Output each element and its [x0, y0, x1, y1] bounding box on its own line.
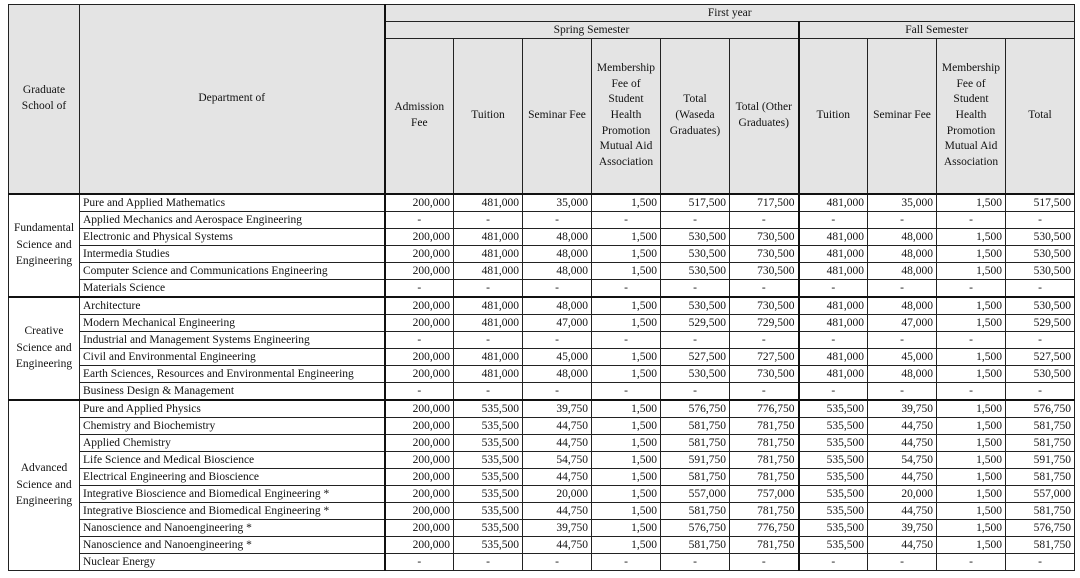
graduate-school-header: Graduate School of — [9, 5, 80, 194]
department-cell: Nanoscience and Nanoengineering * — [80, 519, 385, 536]
department-cell: Life Science and Medical Bioscience — [80, 451, 385, 468]
fee-value-cell: 581,750 — [661, 468, 730, 485]
fee-value-cell: 1,500 — [937, 314, 1006, 331]
fee-value-cell: 1,500 — [937, 400, 1006, 418]
fee-value-cell: 48,000 — [868, 245, 937, 262]
fee-value-cell: 481,000 — [454, 194, 523, 212]
fee-value-cell: 35,000 — [523, 194, 592, 212]
fee-value-cell: 200,000 — [385, 468, 454, 485]
table-row — [9, 553, 1075, 570]
fee-value-cell: 47,000 — [868, 314, 937, 331]
fee-value-cell: - — [868, 382, 937, 400]
fee-value-cell: 1,500 — [937, 485, 1006, 502]
fee-value-cell: 200,000 — [385, 262, 454, 279]
fall-seminar-fee-header: Seminar Fee — [868, 39, 937, 194]
fee-value-cell: - — [523, 211, 592, 228]
fee-value-cell: 530,500 — [1006, 297, 1075, 315]
fee-value-cell: 730,500 — [730, 228, 799, 245]
fee-value-cell: 535,500 — [799, 400, 868, 418]
department-cell: Materials Science — [80, 279, 385, 297]
fee-value-cell: 54,750 — [868, 451, 937, 468]
department-cell: Earth Sciences, Resources and Environmental Engineering — [80, 365, 385, 382]
fee-value-cell: 1,500 — [592, 262, 661, 279]
fall-total-header: Total — [1006, 39, 1075, 194]
fee-value-cell: 200,000 — [385, 365, 454, 382]
fee-value-cell: 200,000 — [385, 502, 454, 519]
fee-value-cell: 44,750 — [868, 536, 937, 553]
table-row — [9, 348, 1075, 365]
fee-value-cell: 535,500 — [454, 434, 523, 451]
department-cell: Applied Mechanics and Aerospace Engineering — [80, 211, 385, 228]
fee-value-cell: 581,750 — [661, 434, 730, 451]
fee-value-cell: - — [592, 331, 661, 348]
fee-value-cell: - — [385, 382, 454, 400]
department-cell: Electrical Engineering and Bioscience — [80, 468, 385, 485]
fee-value-cell: 530,500 — [1006, 245, 1075, 262]
table-row — [9, 365, 1075, 382]
fee-value-cell: 591,750 — [1006, 451, 1075, 468]
tuition-fee-table — [8, 4, 1075, 571]
table-row — [9, 417, 1075, 434]
table-row — [9, 382, 1075, 400]
fee-value-cell: 20,000 — [523, 485, 592, 502]
fee-value-cell: - — [937, 382, 1006, 400]
fee-value-cell: 517,500 — [661, 194, 730, 212]
table-row — [9, 502, 1075, 519]
fee-value-cell: 535,500 — [454, 468, 523, 485]
fee-value-cell: 1,500 — [937, 502, 1006, 519]
fee-value-cell: 535,500 — [799, 417, 868, 434]
table-row — [9, 434, 1075, 451]
fee-value-cell: 781,750 — [730, 502, 799, 519]
fee-value-cell: 781,750 — [730, 451, 799, 468]
fee-value-cell: 581,750 — [1006, 536, 1075, 553]
department-cell: Integrative Bioscience and Biomedical Engineering * — [80, 502, 385, 519]
fee-value-cell: 200,000 — [385, 451, 454, 468]
department-cell: Computer Science and Communications Engineering — [80, 262, 385, 279]
fee-value-cell: 48,000 — [523, 228, 592, 245]
department-cell: Nanoscience and Nanoengineering * — [80, 536, 385, 553]
fee-value-cell: 517,500 — [1006, 194, 1075, 212]
fee-value-cell: - — [868, 553, 937, 570]
fee-value-cell: - — [385, 279, 454, 297]
table-row — [9, 279, 1075, 297]
fee-value-cell: 1,500 — [937, 434, 1006, 451]
fee-value-cell: 535,500 — [454, 502, 523, 519]
fall-semester-header: Fall Semester — [799, 22, 1075, 39]
fee-value-cell: 44,750 — [523, 434, 592, 451]
fee-value-cell: 1,500 — [592, 228, 661, 245]
fee-value-cell: - — [799, 331, 868, 348]
fee-value-cell: 1,500 — [937, 194, 1006, 212]
fee-value-cell: 535,500 — [454, 400, 523, 418]
fee-value-cell: 730,500 — [730, 262, 799, 279]
fee-value-cell: - — [1006, 331, 1075, 348]
fee-value-cell: - — [592, 553, 661, 570]
fee-value-cell: 48,000 — [523, 297, 592, 315]
fee-value-cell: 44,750 — [868, 434, 937, 451]
fee-value-cell: 54,750 — [523, 451, 592, 468]
table-row — [9, 211, 1075, 228]
fee-value-cell: 39,750 — [523, 519, 592, 536]
fee-value-cell: 1,500 — [937, 536, 1006, 553]
fee-value-cell: 35,000 — [868, 194, 937, 212]
fee-value-cell: 535,500 — [799, 451, 868, 468]
fee-value-cell: 776,750 — [730, 519, 799, 536]
table-row — [9, 262, 1075, 279]
fee-value-cell: 530,500 — [661, 245, 730, 262]
fee-value-cell: - — [454, 553, 523, 570]
fee-value-cell: 581,750 — [1006, 417, 1075, 434]
fee-value-cell: - — [1006, 279, 1075, 297]
fee-value-cell: 1,500 — [592, 245, 661, 262]
table-row — [9, 297, 1075, 315]
fee-value-cell: 1,500 — [592, 468, 661, 485]
fee-value-cell: 200,000 — [385, 485, 454, 502]
fee-value-cell: 757,000 — [730, 485, 799, 502]
fee-value-cell: - — [661, 211, 730, 228]
fee-value-cell: 1,500 — [592, 434, 661, 451]
department-cell: Industrial and Management Systems Engineering — [80, 331, 385, 348]
fee-value-cell: 200,000 — [385, 245, 454, 262]
table-row — [9, 400, 1075, 418]
fee-value-cell: 530,500 — [661, 297, 730, 315]
fee-value-cell: - — [799, 279, 868, 297]
fee-value-cell: - — [730, 553, 799, 570]
fee-value-cell: 1,500 — [937, 365, 1006, 382]
fee-value-cell: 535,500 — [799, 434, 868, 451]
fee-value-cell: 535,500 — [799, 502, 868, 519]
fee-value-cell: 730,500 — [730, 365, 799, 382]
table-row — [9, 331, 1075, 348]
fee-value-cell: 527,500 — [1006, 348, 1075, 365]
fee-value-cell: 535,500 — [454, 519, 523, 536]
fee-value-cell: 39,750 — [523, 400, 592, 418]
fee-value-cell: - — [661, 553, 730, 570]
fee-value-cell: 730,500 — [730, 297, 799, 315]
fee-value-cell: 581,750 — [1006, 468, 1075, 485]
fee-value-cell: 39,750 — [868, 400, 937, 418]
fee-value-cell: - — [385, 211, 454, 228]
fee-value-cell: 44,750 — [523, 536, 592, 553]
fee-value-cell: 48,000 — [523, 262, 592, 279]
table-row — [9, 485, 1075, 502]
department-cell: Architecture — [80, 297, 385, 315]
fee-value-cell: 44,750 — [523, 468, 592, 485]
fee-value-cell: 1,500 — [592, 502, 661, 519]
fee-value-cell: - — [454, 382, 523, 400]
fee-value-cell: - — [730, 382, 799, 400]
fee-value-cell: 576,750 — [661, 519, 730, 536]
fee-value-cell: 481,000 — [454, 348, 523, 365]
fee-value-cell: 200,000 — [385, 434, 454, 451]
fee-value-cell: 1,500 — [937, 468, 1006, 485]
fee-value-cell: - — [454, 211, 523, 228]
fee-value-cell: - — [523, 382, 592, 400]
department-cell: Electronic and Physical Systems — [80, 228, 385, 245]
table-row — [9, 519, 1075, 536]
fee-value-cell: - — [661, 331, 730, 348]
fee-value-cell: 530,500 — [1006, 228, 1075, 245]
spring-seminar-fee-header: Seminar Fee — [523, 39, 592, 194]
fee-value-cell: 200,000 — [385, 519, 454, 536]
fee-value-cell: 581,750 — [1006, 434, 1075, 451]
fee-value-cell: 1,500 — [592, 519, 661, 536]
fee-value-cell: 48,000 — [868, 297, 937, 315]
table-row — [9, 245, 1075, 262]
fee-value-cell: 1,500 — [592, 417, 661, 434]
fee-value-cell: 47,000 — [523, 314, 592, 331]
fee-value-cell: - — [937, 211, 1006, 228]
fee-value-cell: - — [799, 553, 868, 570]
fee-value-cell: 45,000 — [523, 348, 592, 365]
fee-value-cell: - — [661, 382, 730, 400]
fee-value-cell: - — [730, 279, 799, 297]
fee-value-cell: - — [661, 279, 730, 297]
fee-value-cell: 781,750 — [730, 417, 799, 434]
fee-value-cell: 481,000 — [799, 245, 868, 262]
fee-value-cell: 530,500 — [1006, 365, 1075, 382]
fee-value-cell: 529,500 — [661, 314, 730, 331]
fee-value-cell: 48,000 — [868, 365, 937, 382]
fee-value-cell: - — [937, 553, 1006, 570]
fee-value-cell: 481,000 — [454, 262, 523, 279]
fee-value-cell: 481,000 — [799, 228, 868, 245]
fee-value-cell: 45,000 — [868, 348, 937, 365]
spring-tuition-header: Tuition — [454, 39, 523, 194]
fee-value-cell: 1,500 — [937, 451, 1006, 468]
fee-value-cell: 44,750 — [868, 417, 937, 434]
fee-value-cell: 481,000 — [799, 194, 868, 212]
fee-value-cell: - — [592, 382, 661, 400]
fee-value-cell: 781,750 — [730, 536, 799, 553]
fee-value-cell: 200,000 — [385, 314, 454, 331]
fee-value-cell: 481,000 — [799, 365, 868, 382]
department-cell: Civil and Environmental Engineering — [80, 348, 385, 365]
fee-value-cell: 717,500 — [730, 194, 799, 212]
fee-value-cell: 576,750 — [1006, 400, 1075, 418]
fee-value-cell: - — [523, 331, 592, 348]
fee-value-cell: 200,000 — [385, 348, 454, 365]
fee-value-cell: 729,500 — [730, 314, 799, 331]
fee-value-cell: 200,000 — [385, 194, 454, 212]
department-cell: Pure and Applied Physics — [80, 400, 385, 418]
fee-value-cell: - — [868, 279, 937, 297]
fee-value-cell: 1,500 — [592, 451, 661, 468]
fee-value-cell: 44,750 — [868, 468, 937, 485]
graduate-school-cell: Fundamental Science and Engineering — [9, 194, 80, 297]
fee-value-cell: 581,750 — [661, 536, 730, 553]
fee-value-cell: - — [592, 279, 661, 297]
fee-value-cell: 535,500 — [799, 536, 868, 553]
fee-value-cell: 48,000 — [523, 365, 592, 382]
fee-value-cell: 557,000 — [661, 485, 730, 502]
fee-value-cell: 39,750 — [868, 519, 937, 536]
fee-value-cell: 481,000 — [454, 245, 523, 262]
fee-value-cell: 535,500 — [799, 468, 868, 485]
fee-value-cell: 535,500 — [799, 519, 868, 536]
fee-value-cell: 1,500 — [592, 536, 661, 553]
fee-value-cell: - — [385, 553, 454, 570]
fee-value-cell: 1,500 — [937, 519, 1006, 536]
fee-value-cell: 481,000 — [454, 297, 523, 315]
fee-value-cell: 1,500 — [937, 417, 1006, 434]
table-row — [9, 228, 1075, 245]
fee-value-cell: 48,000 — [523, 245, 592, 262]
fall-membership-fee-header: Membership Fee of Student Health Promotion Mutual Aid Association — [937, 39, 1006, 194]
fee-value-cell: 557,000 — [1006, 485, 1075, 502]
fee-value-cell: 527,500 — [661, 348, 730, 365]
fee-value-cell: - — [799, 382, 868, 400]
fee-value-cell: 591,750 — [661, 451, 730, 468]
fee-value-cell: 48,000 — [868, 228, 937, 245]
department-cell: Chemistry and Biochemistry — [80, 417, 385, 434]
fee-value-cell: 481,000 — [454, 314, 523, 331]
spring-total-waseda-header: Total (Waseda Graduates) — [661, 39, 730, 194]
fee-value-cell: 1,500 — [592, 297, 661, 315]
fee-value-cell: 535,500 — [454, 536, 523, 553]
fee-value-cell: 781,750 — [730, 468, 799, 485]
fee-value-cell: 581,750 — [661, 417, 730, 434]
fee-value-cell: 576,750 — [661, 400, 730, 418]
fee-value-cell: 1,500 — [592, 194, 661, 212]
fee-value-cell: - — [385, 331, 454, 348]
spring-membership-fee-header: Membership Fee of Student Health Promotion Mutual Aid Association — [592, 39, 661, 194]
fee-value-cell: 576,750 — [1006, 519, 1075, 536]
fee-value-cell: 1,500 — [937, 245, 1006, 262]
fee-value-cell: 44,750 — [868, 502, 937, 519]
fee-value-cell: 481,000 — [799, 262, 868, 279]
fee-value-cell: - — [937, 331, 1006, 348]
department-cell: Intermedia Studies — [80, 245, 385, 262]
spring-admission-fee-header: Admission Fee — [385, 39, 454, 194]
fee-value-cell: 535,500 — [454, 417, 523, 434]
fee-value-cell: 481,000 — [799, 297, 868, 315]
fee-value-cell: - — [1006, 382, 1075, 400]
department-cell: Integrative Bioscience and Biomedical Engineering * — [80, 485, 385, 502]
fee-value-cell: 535,500 — [454, 485, 523, 502]
fee-value-cell: 481,000 — [454, 228, 523, 245]
fee-value-cell: 481,000 — [454, 365, 523, 382]
department-cell: Pure and Applied Mathematics — [80, 194, 385, 212]
fee-value-cell: - — [523, 553, 592, 570]
fee-value-cell: 20,000 — [868, 485, 937, 502]
department-cell: Modern Mechanical Engineering — [80, 314, 385, 331]
fee-value-cell: 1,500 — [592, 314, 661, 331]
fee-value-cell: 781,750 — [730, 434, 799, 451]
fee-value-cell: 48,000 — [868, 262, 937, 279]
fee-value-cell: - — [1006, 553, 1075, 570]
fee-value-cell: 581,750 — [1006, 502, 1075, 519]
fee-value-cell: 200,000 — [385, 536, 454, 553]
fee-value-cell: 200,000 — [385, 417, 454, 434]
fee-value-cell: 481,000 — [799, 348, 868, 365]
fee-value-cell: 529,500 — [1006, 314, 1075, 331]
fall-tuition-header: Tuition — [799, 39, 868, 194]
department-cell: Nuclear Energy — [80, 553, 385, 570]
fee-value-cell: 200,000 — [385, 297, 454, 315]
table-row — [9, 451, 1075, 468]
fee-value-cell: - — [592, 211, 661, 228]
fee-value-cell: - — [1006, 211, 1075, 228]
fee-value-cell: 200,000 — [385, 400, 454, 418]
table-row — [9, 194, 1075, 212]
fee-value-cell: 481,000 — [799, 314, 868, 331]
fee-value-cell: - — [523, 279, 592, 297]
fee-value-cell: 530,500 — [661, 365, 730, 382]
fee-value-cell: - — [454, 279, 523, 297]
fee-value-cell: 727,500 — [730, 348, 799, 365]
fee-value-cell: 1,500 — [937, 297, 1006, 315]
fee-value-cell: - — [730, 211, 799, 228]
table-row — [9, 314, 1075, 331]
graduate-school-cell: Advanced Science and Engineering — [9, 400, 80, 571]
fee-value-cell: 1,500 — [937, 348, 1006, 365]
fee-value-cell: 730,500 — [730, 245, 799, 262]
fee-value-cell: 1,500 — [592, 400, 661, 418]
fee-value-cell: 1,500 — [592, 365, 661, 382]
fee-value-cell: - — [454, 331, 523, 348]
first-year-header: First year — [385, 5, 1075, 22]
fee-value-cell: 1,500 — [592, 348, 661, 365]
spring-total-other-header: Total (Other Graduates) — [730, 39, 799, 194]
fee-value-cell: - — [937, 279, 1006, 297]
fee-value-cell: 44,750 — [523, 417, 592, 434]
fee-value-cell: - — [868, 331, 937, 348]
fee-value-cell: 530,500 — [661, 262, 730, 279]
fee-value-cell: 535,500 — [454, 451, 523, 468]
fee-value-cell: 44,750 — [523, 502, 592, 519]
department-cell: Business Design & Management — [80, 382, 385, 400]
fee-value-cell: 1,500 — [937, 228, 1006, 245]
fee-value-cell: 776,750 — [730, 400, 799, 418]
graduate-school-cell: Creative Science and Engineering — [9, 297, 80, 400]
table-row — [9, 536, 1075, 553]
fee-value-cell: 200,000 — [385, 228, 454, 245]
department-header: Department of — [80, 5, 385, 194]
fee-value-cell: - — [868, 211, 937, 228]
fee-value-cell: 581,750 — [661, 502, 730, 519]
fee-value-cell: - — [799, 211, 868, 228]
fee-value-cell: 1,500 — [592, 485, 661, 502]
fee-value-cell: - — [730, 331, 799, 348]
spring-semester-header: Spring Semester — [385, 22, 799, 39]
fee-value-cell: 530,500 — [1006, 262, 1075, 279]
fee-value-cell: 535,500 — [799, 485, 868, 502]
department-cell: Applied Chemistry — [80, 434, 385, 451]
table-row — [9, 468, 1075, 485]
fee-value-cell: 530,500 — [661, 228, 730, 245]
fee-value-cell: 1,500 — [937, 262, 1006, 279]
